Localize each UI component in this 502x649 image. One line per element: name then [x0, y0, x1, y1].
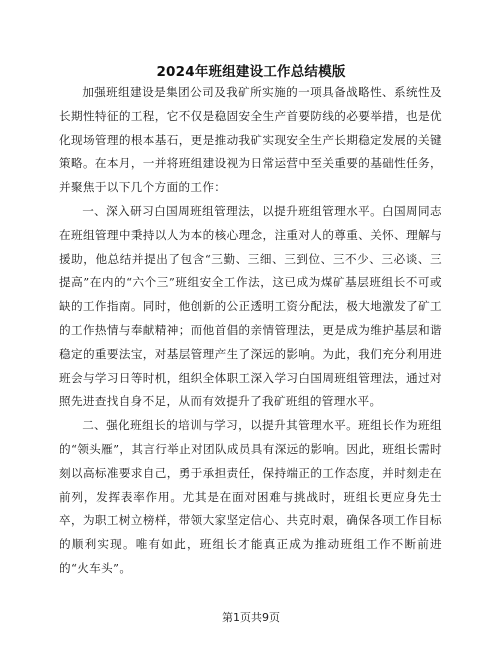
paragraph-intro: 加强班组建设是集团公司及我矿所实施的一项具备战略性、系统性及长期性特征的工程，它不仅是稳固安全生产首要防线的必要举措，也是优化现场管理的根本基石，更是推动我矿实现安全生产长期稳定发展的关键策略。在本月，一并将班组建设视为日常运营中至关重要的基础性任务，并聚焦于以下几个方面的工作：	[59, 85, 442, 195]
paragraph-section-1: 一、深入研习白国周班组管理法，以提升班组管理水平。白国周同志在班组管理中秉持以人为本的核心理念，注重对人的尊重、关怀、理解与援助，他总结并提出了包含“三勤、三细、三到位、三不少、三必谈、三提高”在内的“六个三”班组安全工作法，这已成为煤矿基层班组长不可或缺的工作指南。同时，他创新的公正透明工资分配法，极大地激发了矿工的工作热情与奉献精神；而他首倡的亲情管理法，更是成为维护基层和谐稳定的重要法宝，对基层管理产生了深远的影响。为此，我们充分利用进班会与学习日等时机，组织全体职工深入学习白国周班组管理法，通过对照先进查找自身不足，从而有效提升了我矿班组的管理水平。	[59, 203, 442, 409]
paragraph-section-2: 二、强化班组长的培训与学习，以提升其管理水平。班组长作为班组的“领头雁”，其言行举止对团队成员具有深远的影响。因此，班组长需时刻以高标准要求自己，勇于承担责任，保持端正的工作态度，并时刻走在前列，发挥表率作用。尤其是在面对困难与挑战时，班组长更应身先士卒，为职工树立榜样，带领大家坚定信心、共克时艰，确保各项工作目标的顺利实现。唯有如此，班组长才能真正成为推动班组工作不断前进的“火车头”。	[59, 418, 442, 575]
document-title: 2024年班组建设工作总结模版	[156, 64, 346, 80]
page-number-footer: 第1页共9页	[222, 611, 280, 624]
document-body	[59, 81, 442, 581]
